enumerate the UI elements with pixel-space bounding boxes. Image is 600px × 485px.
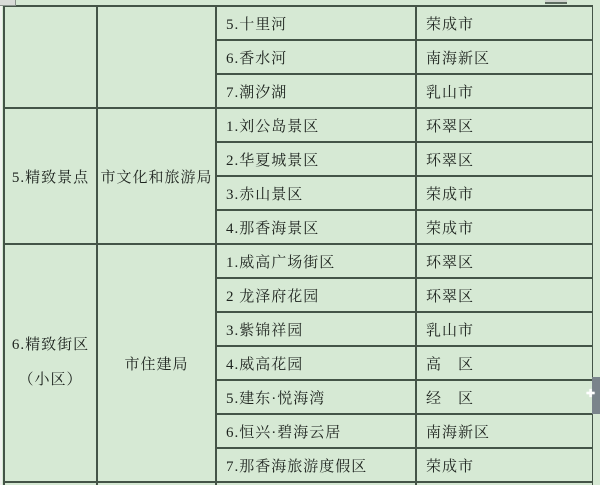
item-text: 4.那香海景区 bbox=[226, 220, 320, 237]
item-cell[interactable] bbox=[216, 6, 416, 40]
district-text: 荣成市 bbox=[426, 186, 475, 203]
district-text: 环翠区 bbox=[426, 118, 475, 135]
district-text: 乳山市 bbox=[426, 84, 475, 101]
district-cell[interactable] bbox=[416, 244, 593, 278]
district-cell[interactable] bbox=[416, 414, 593, 448]
table-row bbox=[4, 108, 593, 142]
district-text: 经 区 bbox=[426, 390, 475, 407]
item-text: 1.刘公岛景区 bbox=[226, 118, 320, 135]
district-cell[interactable] bbox=[416, 6, 593, 40]
item-text: 6.香水河 bbox=[226, 50, 288, 67]
item-cell[interactable] bbox=[216, 40, 416, 74]
item-cell[interactable] bbox=[216, 74, 416, 108]
item-cell[interactable] bbox=[216, 346, 416, 380]
district-cell[interactable] bbox=[416, 210, 593, 244]
district-cell[interactable] bbox=[416, 176, 593, 210]
item-cell[interactable] bbox=[216, 278, 416, 312]
district-text: 环翠区 bbox=[426, 254, 475, 271]
district-cell[interactable] bbox=[416, 346, 593, 380]
scrollbar-thumb[interactable] bbox=[586, 377, 600, 414]
category-cell-scenic-spots[interactable] bbox=[4, 108, 97, 244]
item-text: 7.潮汐湖 bbox=[226, 84, 288, 101]
item-cell[interactable] bbox=[216, 448, 416, 482]
item-cell[interactable] bbox=[216, 108, 416, 142]
category-cell-empty[interactable] bbox=[4, 6, 97, 108]
table-row bbox=[4, 6, 593, 40]
district-text: 环翠区 bbox=[426, 288, 475, 305]
table-viewport bbox=[3, 5, 596, 485]
category-text-line2: （小区） bbox=[18, 372, 83, 388]
item-cell[interactable] bbox=[216, 210, 416, 244]
district-cell[interactable] bbox=[416, 108, 593, 142]
district-text: 南海新区 bbox=[426, 50, 491, 67]
item-text: 3.紫锦祥园 bbox=[226, 322, 304, 339]
district-cell[interactable] bbox=[416, 74, 593, 108]
item-text: 3.赤山景区 bbox=[226, 186, 304, 203]
district-text: 乳山市 bbox=[426, 322, 475, 339]
table-corner-handle[interactable] bbox=[0, 0, 16, 6]
district-cell[interactable] bbox=[416, 380, 596, 414]
page-margin-sliver bbox=[0, 0, 2, 485]
item-cell[interactable] bbox=[216, 312, 416, 346]
item-text: 5.十里河 bbox=[226, 16, 288, 33]
district-cell[interactable] bbox=[416, 142, 593, 176]
item-cell[interactable] bbox=[216, 176, 416, 210]
item-text: 6.恒兴·碧海云居 bbox=[226, 424, 342, 441]
department-text: 市文化和旅游局 bbox=[100, 169, 213, 186]
department-cell-culture-tourism-bureau[interactable] bbox=[97, 108, 216, 244]
column-marker-notch bbox=[545, 0, 567, 4]
item-cell[interactable] bbox=[216, 414, 416, 448]
department-cell-empty[interactable] bbox=[97, 6, 216, 108]
district-text: 环翠区 bbox=[426, 152, 475, 169]
table-row bbox=[4, 244, 593, 278]
item-text: 1.威高广场街区 bbox=[226, 254, 336, 271]
item-text: 2 龙泽府花园 bbox=[226, 288, 320, 305]
item-text: 7.那香海旅游度假区 bbox=[226, 458, 368, 475]
category-cell-streets-communities[interactable] bbox=[4, 244, 97, 482]
district-cell[interactable] bbox=[416, 40, 593, 74]
district-cell[interactable] bbox=[416, 312, 593, 346]
item-cell[interactable] bbox=[216, 244, 416, 278]
district-cell[interactable] bbox=[416, 278, 593, 312]
department-text: 市住建局 bbox=[124, 356, 189, 373]
document-table bbox=[3, 5, 596, 485]
district-cell[interactable] bbox=[416, 448, 593, 482]
item-text: 4.威高花园 bbox=[226, 356, 304, 373]
district-text: 高 区 bbox=[426, 356, 475, 373]
item-cell[interactable] bbox=[216, 380, 416, 414]
item-cell[interactable] bbox=[216, 142, 416, 176]
department-cell-housing-construction-bureau[interactable] bbox=[97, 244, 216, 482]
district-text: 荣成市 bbox=[426, 458, 475, 475]
category-text-line1: 6.精致街区 bbox=[11, 337, 90, 353]
district-text: 荣成市 bbox=[426, 220, 475, 237]
district-text: 南海新区 bbox=[426, 424, 491, 441]
cross-icon: ✚ bbox=[586, 387, 596, 400]
district-text: 荣成市 bbox=[426, 16, 475, 33]
item-text: 2.华夏城景区 bbox=[226, 152, 320, 169]
category-text: 5.精致景点 bbox=[11, 169, 90, 186]
item-text: 5.建东·悦海湾 bbox=[226, 390, 326, 407]
